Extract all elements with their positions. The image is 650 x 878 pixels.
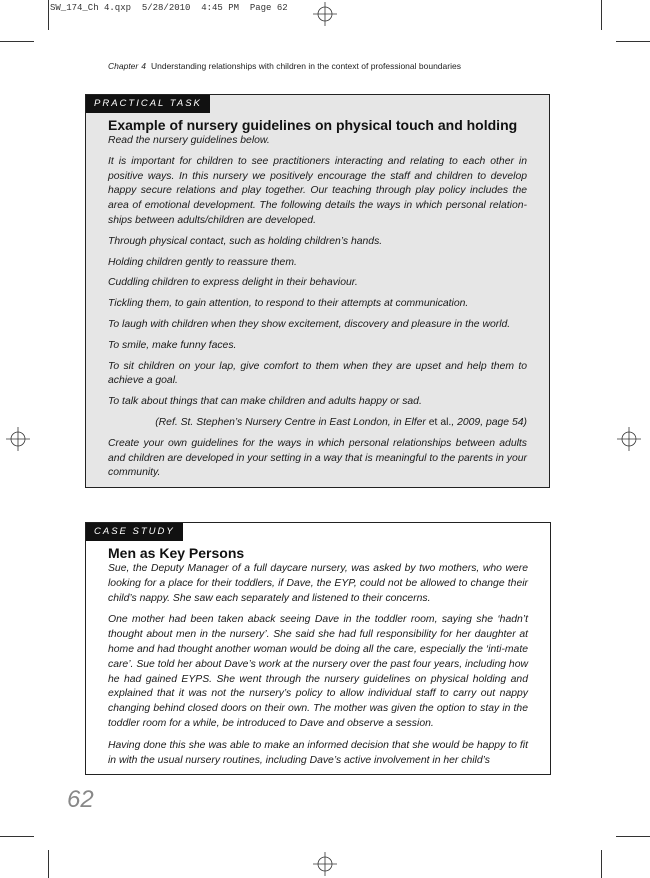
registration-mark-icon xyxy=(313,2,337,26)
reference-citation xyxy=(108,416,527,431)
case-study-paragraph: One mother had been taken aback seeing Dave in the toddler room, saying she ‘hadn’t thought about men in the nursery’. She said she had full responsibility for her daughter at home and had thought another woman would be doing all the care, especially the ‘inti-mate care’. Sue told her about Dave’s work at the nursery over the past four years, including how he had gained EYPS. She went through the nursery guidelines on physical holding and explained that it was not the nursery’s policy to allow individual staff to carry out nappy changing behind closed doors on their own. The mother was given the option to stay in the toddler room for a while, be introduced to Dave and observe a session. xyxy=(108,614,528,729)
guideline-item: To smile, make funny faces. xyxy=(108,339,237,351)
guideline-item: Through physical contact, such as holding children’s hands. xyxy=(108,235,383,247)
chapter-number: 4 xyxy=(141,61,146,71)
reference-source: (Ref. St. Stephen’s Nursery Centre in East London, in Elfer xyxy=(155,416,426,428)
practical-task-heading: Example of nursery guidelines on physical touch and holding xyxy=(108,117,518,133)
case-study-tag: CASE STUDY xyxy=(86,523,183,541)
guideline-item: To sit children on your lap, give comfort to them when they are upset and help them to achieve a goal. xyxy=(108,360,527,387)
crop-mark xyxy=(601,0,602,30)
practical-task-box xyxy=(85,94,550,488)
crop-mark xyxy=(616,41,650,42)
crop-mark xyxy=(48,850,49,878)
case-study-paragraph: Having done this she was able to make an informed decision that she would be happy to fit in with the usual nursery routines, including Dave’s active involvement in her child’s xyxy=(108,739,528,766)
running-head xyxy=(108,61,461,71)
chapter-title: Understanding relationships with children in the context of professional boundaries xyxy=(150,61,461,71)
practical-task-instruction: Create your own guidelines for the ways in which personal relationships between adults and children are developed in your setting in a way that is meaningful to the parents in your community. xyxy=(108,437,527,479)
case-study-heading: Men as Key Persons xyxy=(108,545,245,561)
guideline-item: Tickling them, to gain attention, to respond to their attempts at communication. xyxy=(108,298,469,310)
practical-task-content xyxy=(108,117,527,481)
chapter-label: Chapter xyxy=(108,61,139,71)
case-study-box xyxy=(85,522,551,775)
case-study-paragraph: Sue, the Deputy Manager of a full daycare nursery, was asked by two mothers, who were looking for a place for their toddlers, if Dave, the EYP, could not be allowed to change their child’s nappy. She saw each separately and listened to their concerns. xyxy=(108,563,528,604)
registration-mark-icon xyxy=(313,852,337,876)
guideline-item: Cuddling children to express delight in their behaviour. xyxy=(108,277,358,289)
guideline-item: Holding children gently to reassure them. xyxy=(108,256,297,268)
practical-task-tag: PRACTICAL TASK xyxy=(86,95,210,113)
guideline-item: To talk about things that can make children and adults happy or sad. xyxy=(108,396,422,408)
crop-mark xyxy=(0,41,34,42)
reference-details: , 2009, page 54) xyxy=(451,416,527,428)
case-study-content xyxy=(108,545,528,768)
guideline-item: To laugh with children when they show excitement, discovery and pleasure in the world. xyxy=(108,318,511,330)
crop-mark xyxy=(0,836,34,837)
page-number: 62 xyxy=(67,786,94,813)
print-slug: SW_174_Ch 4.qxp 5/28/2010 4:45 PM Page 62 xyxy=(50,3,288,13)
registration-mark-icon xyxy=(617,427,641,451)
reference-et-al: et al. xyxy=(428,416,452,428)
crop-mark xyxy=(601,850,602,878)
registration-mark-icon xyxy=(6,427,30,451)
practical-task-body: It is important for children to see practitioners interacting and relating to each other in positive ways. In this nursery we positively encourage the staff and children to develop happy secure relations and play together. Our teaching through play policy includes the area of emotional development. The following details the ways in which personal relation-ships between adults/children are developed. xyxy=(108,155,527,226)
practical-task-intro: Read the nursery guidelines below. xyxy=(108,135,270,146)
crop-mark xyxy=(616,836,650,837)
crop-mark xyxy=(48,0,49,30)
